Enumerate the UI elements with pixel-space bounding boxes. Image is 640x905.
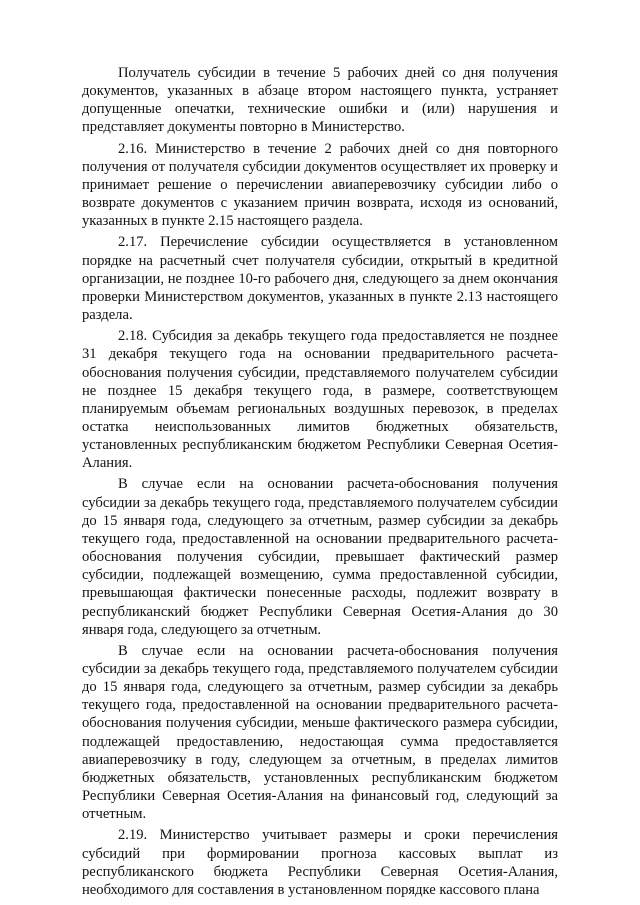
paragraph-2-17: 2.17. Перечисление субсидии осуществляется в установленном порядке на расчетный счет получателя субсидии, открытый в кредитной организации, не позднее 10-го рабочего дня, следующего за днем окончания проверки Министерством документов, указанных в пункте 2.13 настоящего раздела. — [82, 234, 558, 324]
paragraph-2-19: 2.19. Министерство учитывает размеры и сроки перечисления субсидий при формировании прогноза кассовых выплат из республиканского бюджета Республики Северная Осетия-Алания, необходимого для составления в установленном порядке кассового плана — [82, 827, 558, 898]
paragraph-2-18: 2.18. Субсидия за декабрь текущего года предоставляется не позднее 31 декабря текущего года на основании предварительного расчета-обоснования получения субсидии, представляемого получателем субсидии не позднее 15 декабря текущего года, в размере, соответствующем планируемым объемам региональных воздушных перевозок, в пределах остатка неиспользованных лимитов бюджетных обязательств, установленных республиканским бюджетом Республики Северная Осетия-Алания. — [82, 328, 558, 472]
paragraph-excess-subsidy: В случае если на основании расчета-обоснования получения субсидии за декабрь текущего года, представляемого получателем субсидии до 15 января года, следующего за отчетным, размер субсидии за декабрь текущего года, предоставленной на основании предварительного расчета-обоснования получения субсидии, превышает фактический размер субсидии, подлежащей возмещению, сумма предоставленной субсидии, превышающая фактически понесенные расходы, подлежит возврату в республиканский бюджет Республики Северная Осетия-Алания до 30 января года, следующего за отчетным. — [82, 476, 558, 638]
paragraph-recipient-corrections: Получатель субсидии в течение 5 рабочих дней со дня получения документов, указанных в абзаце втором настоящего пункта, устраняет допущенные опечатки, технические ошибки и (или) нарушения и представляет документы повторно в Министерство. — [82, 65, 558, 136]
document-body — [82, 64, 558, 902]
paragraph-shortfall-subsidy: В случае если на основании расчета-обоснования получения субсидии за декабрь текущего года, представляемого получателем субсидии до 15 января года, следующего за отчетным, размер субсидии за декабрь текущего года, предоставленной на основании предварительного расчета-обоснования получения субсидии, меньше фактического размера субсидии, подлежащей предоставлению, недостающая сумма предоставляется авиаперевозчику в году, следующем за отчетным, в пределах лимитов бюджетных обязательств, установленных республиканским бюджетом Республики Северная Осетия-Алания на финансовый год, следующий за отчетным. — [82, 642, 558, 823]
paragraph-2-16: 2.16. Министерство в течение 2 рабочих дней со дня повторного получения от получателя субсидии документов осуществляет их проверку и принимает решение о перечислении авиаперевозчику субсидии либо о возврате документов с указанием причин возврата, исходя из оснований, указанных в пункте 2.15 настоящего раздела. — [82, 140, 558, 230]
